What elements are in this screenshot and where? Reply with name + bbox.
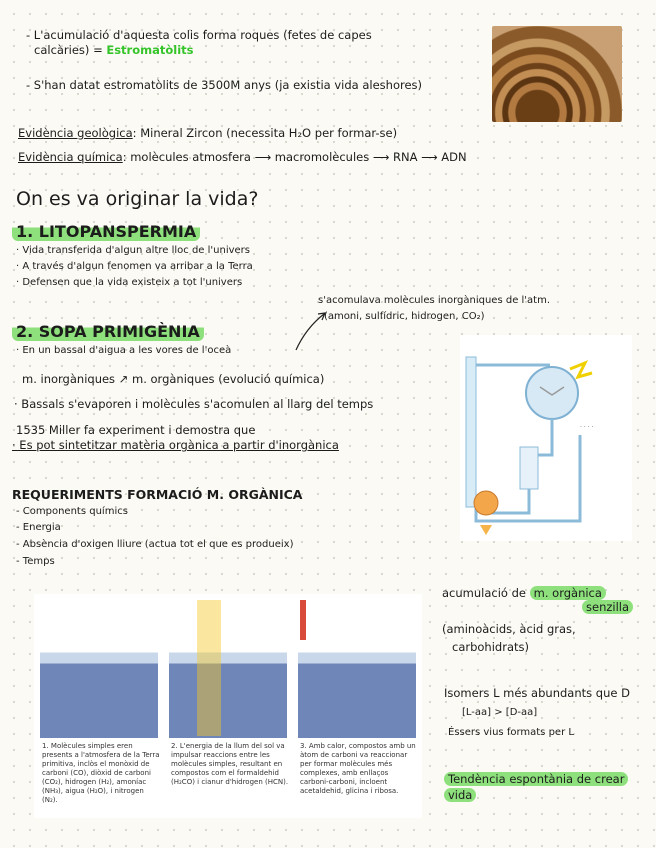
stromatolite-line-1: - L'acumulació d'aquesta colis forma roques (fetes de capes	[26, 28, 372, 42]
isomers-line-3: Éssers vius formats per L	[448, 727, 574, 738]
sopa-side-note-2: (amoni, sulfídric, hidrogen, CO₂)	[324, 311, 485, 322]
sopa-bullet-2: m. inorgàniques ↗ m. orgàniques (evolució química)	[22, 372, 325, 386]
chem-label: Evidència química	[18, 150, 123, 164]
acc-highlight: m. orgànica	[530, 586, 606, 600]
stromatolite-photo	[492, 26, 622, 122]
req-item-4: - Temps	[16, 556, 55, 567]
lito-bullet-2: · A través d'algun fenomen va arribar a la Terra	[16, 261, 253, 272]
sopa-bullet-4: 1535 Miller fa experiment i demostra que	[16, 423, 256, 437]
stromatolite-age-line: - S'han datat estromatòlits de 3500M anys (ja existia vida aleshores)	[26, 78, 423, 92]
stromatolite-term: Estromatòlits	[106, 43, 194, 57]
accumulation-line-2	[582, 600, 633, 614]
panel-1-caption: 1. Molècules simples eren presents a l'atmosfera de la Terra primitiva, inclòs el monòxid de carboni (CO), diòxid de carboni (CO₂), hidrogen (H₂), amoníac (NH₃), aigua (H₂O), i nitrogen (N₂).	[42, 742, 160, 804]
isomers-line-2: [L-aa] > [D-aa]	[462, 707, 538, 718]
sopa-bullet-3: · Bassals s'evaporen i molècules s'acomulen al llarg del temps	[14, 397, 374, 411]
origin-question: On es va originar la vida?	[16, 188, 259, 210]
accumulation-line-3: (aminoàcids, àcid gras,	[442, 622, 576, 636]
sopa-title-text: 2. SOPA PRIMIGÈNIA	[12, 322, 204, 341]
geological-evidence	[18, 126, 397, 140]
req-item-3: - Absència d'oxigen lliure (actua tot el que es produeix)	[16, 539, 294, 550]
svg-text:· · · ·: · · · ·	[580, 424, 594, 431]
req-item-2: - Energia	[16, 522, 61, 533]
accumulation-line-1	[442, 586, 606, 600]
tendency-line-1	[444, 772, 628, 786]
miller-apparatus-illustration	[460, 335, 632, 541]
side-note-arrow	[294, 310, 328, 352]
panel-2-image	[169, 600, 287, 738]
panel-2-caption: 2. L'energia de la llum del sol va impulsar reaccions entre les molècules simples, resultant en compostos com el formaldehid (H₂CO) i cianur d'hidrogen (HCN).	[171, 742, 289, 786]
panel-1-image	[40, 600, 158, 738]
chem-text: : molècules atmosfera ⟶ macromolècules ⟶ RNA ⟶ ADN	[122, 150, 467, 164]
sopa-bullet-1: · En un bassal d'aigua a les vores de l'oceà	[16, 345, 232, 356]
tendency-text: Tendència espontània de crear	[444, 772, 628, 786]
tendency-line-2	[444, 788, 476, 802]
sopa-title	[12, 322, 204, 342]
tendency-vida: vida	[444, 788, 476, 802]
chemical-evolution-panels	[34, 594, 422, 818]
req-item-1: - Components químics	[16, 506, 128, 517]
lito-title-text: 1. LITOPANSPERMIA	[12, 222, 200, 241]
acc-simple: senzilla	[582, 600, 633, 614]
chemical-evidence	[18, 150, 467, 164]
sopa-bullet-5: · Es pot sintetitzar matèria orgànica a partir d'inorgànica	[12, 438, 339, 452]
isomers-line-1: Isomers L més abundants que D	[444, 686, 630, 700]
geo-label: Evidència geològica	[18, 126, 133, 140]
geo-text: : Mineral Zircon (necessita H₂O per formar-se)	[132, 126, 398, 140]
lito-title	[12, 222, 200, 242]
panel-3-image	[298, 600, 416, 738]
stromatolite-line-2	[34, 43, 194, 57]
sopa-side-note-1: s'acomulava molècules inorgàniques de l'atm.	[318, 295, 551, 306]
lito-bullet-3: · Defensen que la vida existeix a tot l'univers	[16, 277, 243, 288]
accumulation-line-4: carbohidrats)	[452, 640, 529, 654]
lito-bullet-1: · Vida transferida d'algun altre lloc de l'univers	[16, 245, 250, 256]
stromatolite-prefix: calcàries) =	[34, 43, 107, 57]
req-title: REQUERIMENTS FORMACIÓ M. ORGÀNICA	[12, 487, 303, 502]
panel-3-caption: 3. Amb calor, compostos amb un àtom de carboni va reaccionar per formar molècules més complexes, amb enllaços carboni-carboni, incloent acetaldehid, glicina i ribosa.	[300, 742, 416, 795]
acc-text: acumulació de	[442, 586, 530, 600]
